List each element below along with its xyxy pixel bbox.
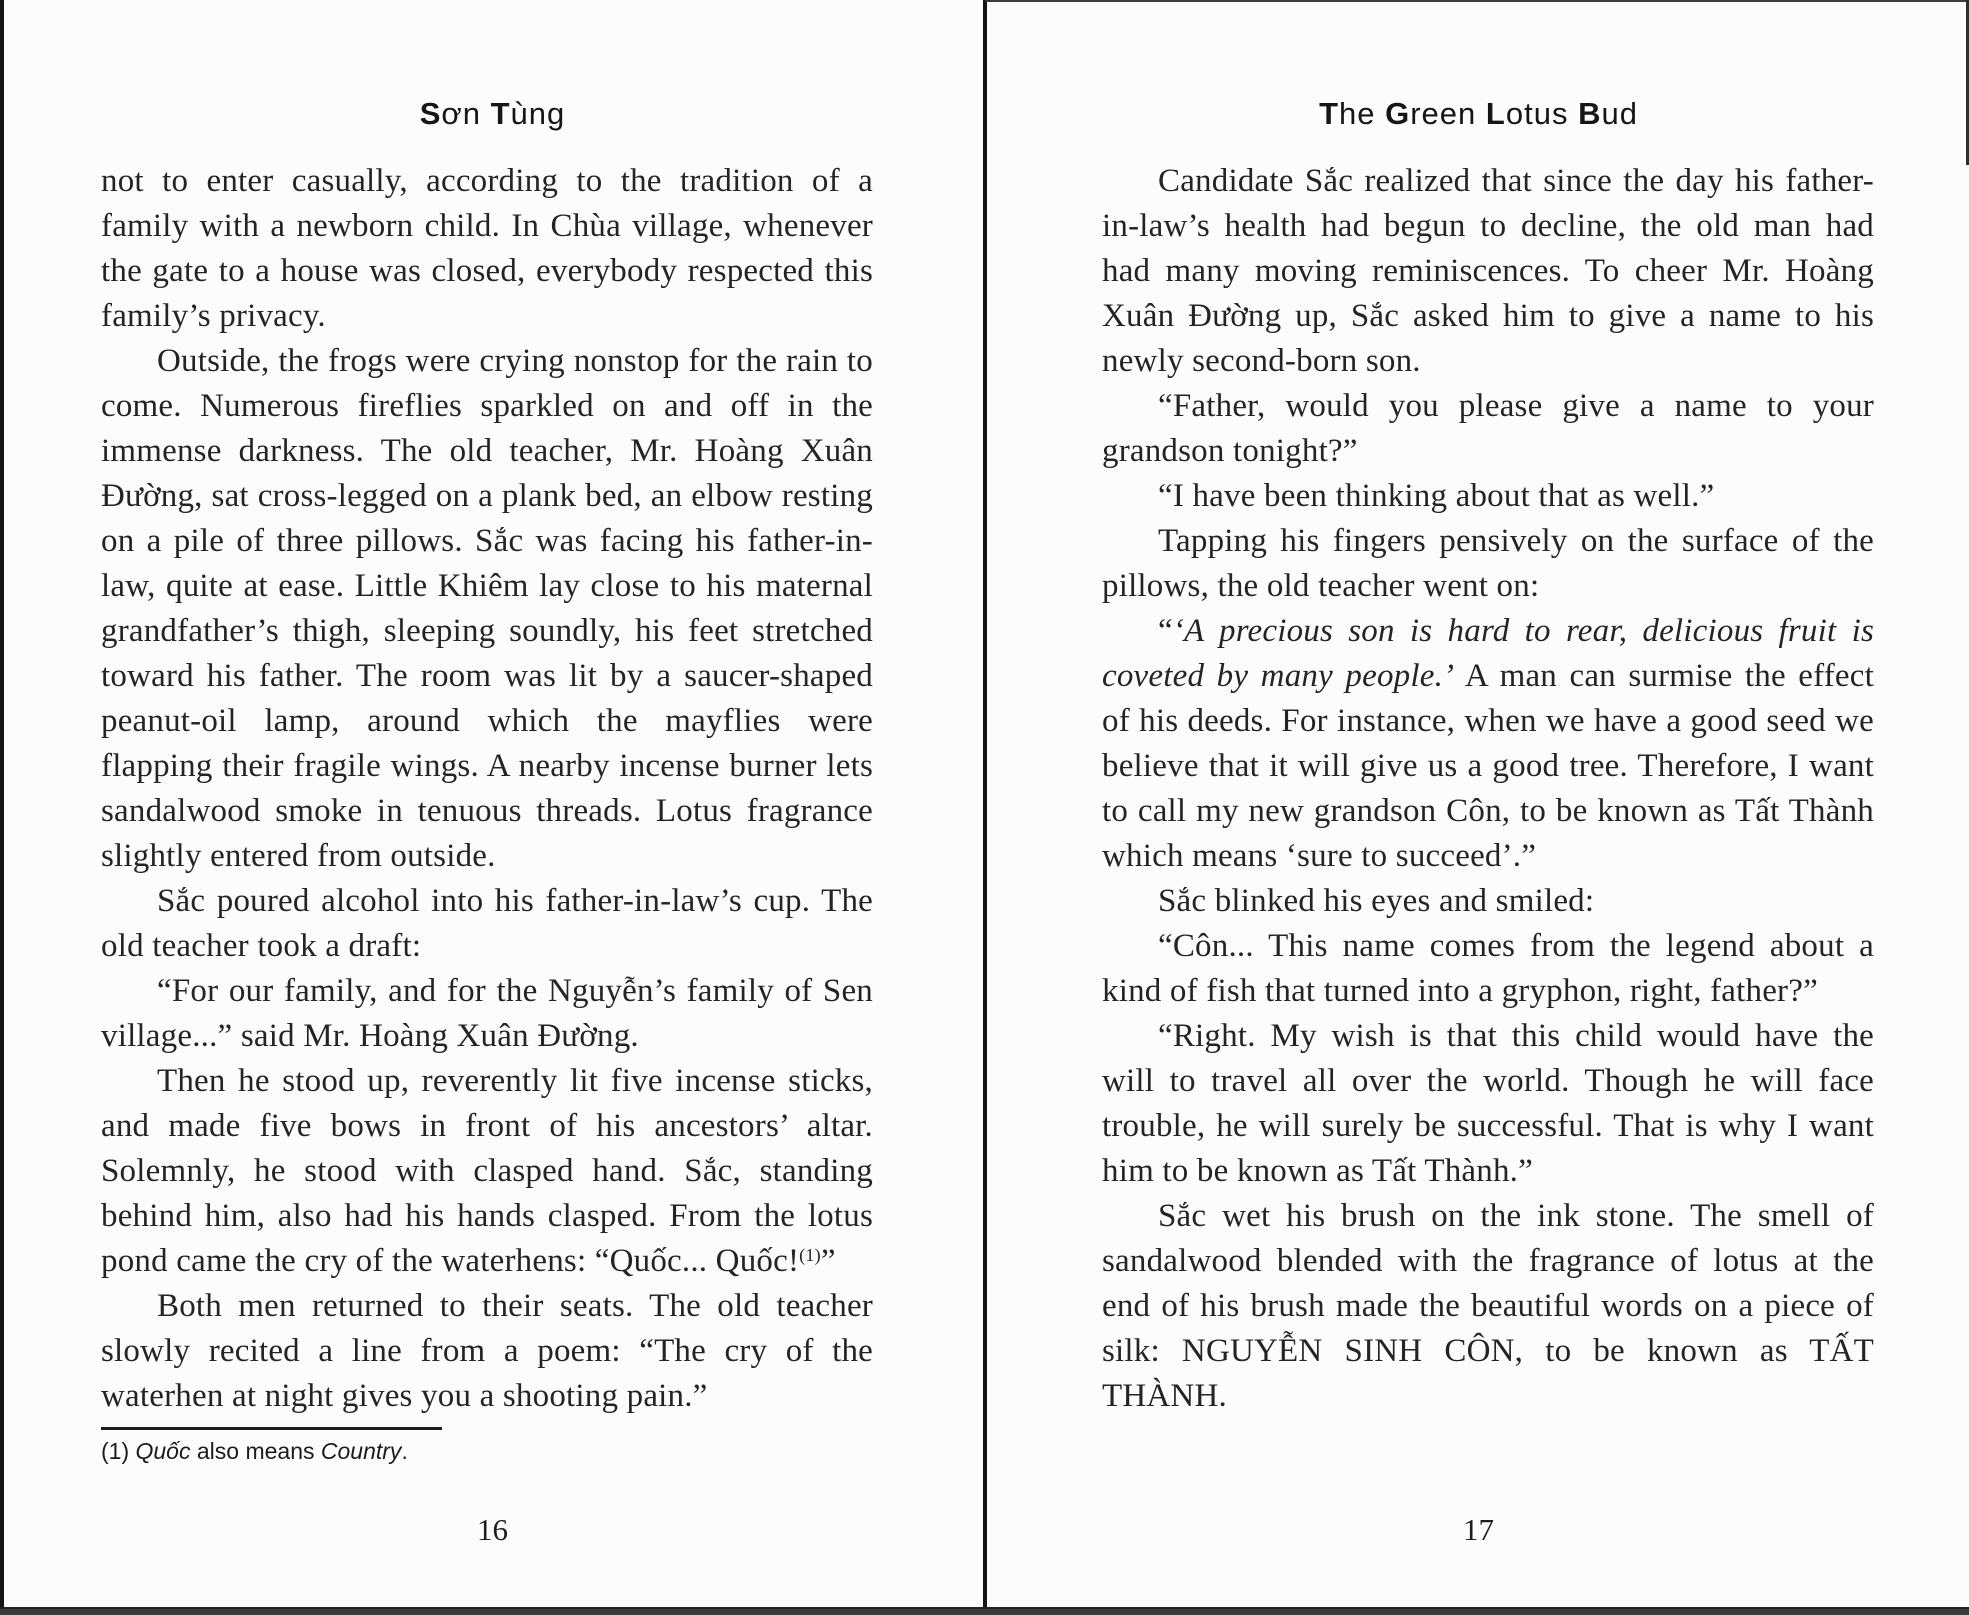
text-run: he — [1339, 96, 1386, 131]
text-run: also means — [190, 1438, 321, 1464]
footnote-rule — [101, 1427, 442, 1430]
text-run: ud — [1601, 96, 1638, 131]
text-run: Tapping his fingers pensively on the surface of the pillows, the old teacher went on: — [1102, 523, 1874, 604]
text-run: L — [1485, 96, 1506, 131]
text-run: ơn — [441, 96, 491, 131]
paragraph — [101, 1059, 873, 1284]
text-run: G — [1385, 96, 1411, 131]
text-run: reen — [1410, 96, 1486, 131]
page-number-right: 17 — [1463, 1512, 1494, 1547]
paragraph — [101, 969, 873, 1059]
text-run: ùng — [510, 96, 566, 131]
text-run: Sắc wet his brush on the ink stone. The smell of sandalwood blended with the fragrance of lotus at the end of his brush made the beautiful words on a piece of silk: NGUYỄN SINH CÔN, to be known as TẤT THÀNH. — [1102, 1198, 1874, 1414]
scan-edge-bottom — [0, 1607, 1969, 1615]
text-run: ” — [820, 1243, 836, 1279]
text-run: . — [401, 1438, 408, 1464]
text-run: ‘A precious son is hard to rear, delicious fruit is coveted by many people.’ — [1102, 613, 1874, 694]
text-run: S — [419, 96, 442, 131]
text-run: Quốc — [135, 1438, 191, 1464]
text-run: “ — [1158, 613, 1173, 649]
text-run: “Father, would you please give a name to your grandson tonight?” — [1102, 388, 1874, 469]
running-head-left — [0, 96, 985, 132]
text-run: B — [1578, 96, 1602, 131]
page-body-right — [1102, 159, 1874, 1419]
text-run: (1) — [799, 1245, 821, 1266]
page-number-left: 16 — [477, 1512, 508, 1547]
text-run: (1) — [101, 1438, 136, 1464]
text-run: not to enter casually, according to the tradition of a family with a newborn child. In Chùa village, whenever the gate to a house was closed, everybody respected this family’s privacy. — [101, 163, 873, 334]
paragraph — [1102, 519, 1874, 609]
text-run: A man can surmise the effect of his deeds. For instance, when we have a good seed we believe that it will give us a good tree. Therefore, I want to call my new grandson Côn, to be known as Tất Thành which means ‘sure to succeed’.” — [1102, 658, 1874, 874]
paragraph — [1102, 474, 1874, 519]
text-run: “Right. My wish is that this child would have the will to travel all over the world. Though he will face trouble, he will surely be successful. That is why I want him to be known as Tất Thành.” — [1102, 1018, 1874, 1189]
page-body-left — [101, 159, 873, 1419]
paragraph — [101, 159, 873, 339]
paragraph — [101, 879, 873, 969]
paragraph — [1102, 609, 1874, 879]
text-run: Sắc blinked his eyes and smiled: — [1158, 883, 1595, 919]
text-run: “For our family, and for the Nguyễn’s family of Sen village...” said Mr. Hoàng Xuân Đường. — [101, 973, 873, 1054]
paragraph — [1102, 879, 1874, 924]
text-run: Outside, the frogs were crying nonstop for the rain to come. Numerous fireflies sparkled on and off in the immense darkness. The old teacher, Mr. Hoàng Xuân Đường, sat cross-legged on a plank bed, an elbow resting on a pile of three pillows. Sắc was facing his father-in-law, quite at ease. Little Khiêm lay close to his maternal grandfather’s thigh, sleeping soundly, his feet stretched toward his father. The room was lit by a saucer-shaped peanut-oil lamp, around which the mayflies were flapping their fragile wings. A nearby incense burner lets sandalwood smoke in tenuous threads. Lotus fragrance slightly entered from outside. — [101, 343, 873, 874]
paragraph — [1102, 1014, 1874, 1194]
text-run: Both men returned to their seats. The old teacher slowly recited a line from a poem: “The cry of the waterhen at night gives you a shooting pain.” — [101, 1288, 873, 1414]
text-run: Sắc poured alcohol into his father-in-law’s cup. The old teacher took a draft: — [101, 883, 873, 964]
text-run: T — [490, 96, 511, 131]
text-run: Candidate Sắc realized that since the day his father-in-law’s health had begun to decline, the old man had had many moving reminiscences. To cheer Mr. Hoàng Xuân Đường up, Sắc asked him to give a name to his newly second-born son. — [1102, 163, 1874, 379]
paragraph — [1102, 159, 1874, 384]
text-run: otus — [1505, 96, 1579, 131]
paragraph — [101, 339, 873, 879]
footnote — [101, 1438, 873, 1465]
page-right — [988, 0, 1969, 1615]
paragraph — [1102, 1194, 1874, 1419]
text-run: “Côn... This name comes from the legend about a kind of fish that turned into a gryphon, right, father?” — [1102, 928, 1874, 1009]
paragraph — [101, 1284, 873, 1419]
paragraph — [1102, 924, 1874, 1014]
text-run: Country — [320, 1438, 402, 1464]
paragraph — [1102, 384, 1874, 474]
text-run: T — [1319, 96, 1339, 131]
text-run: “I have been thinking about that as well.” — [1158, 478, 1715, 514]
running-head-right — [988, 96, 1969, 132]
text-run: Then he stood up, reverently lit five incense sticks, and made five bows in front of his ancestors’ altar. Solemnly, he stood with clasped hand. Sắc, standing behind him, also had his hands clasped. From the lotus pond came the cry of the waterhens: “Quốc... Quốc! — [101, 1063, 873, 1279]
